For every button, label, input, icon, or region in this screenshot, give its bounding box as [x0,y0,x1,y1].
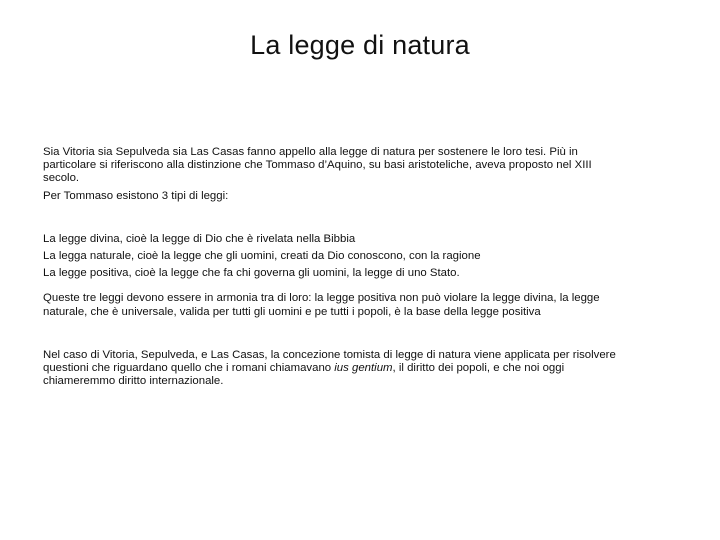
slide-title: La legge di natura [250,30,470,60]
conclusion-line: chiameremmo diritto internazionale. [43,375,224,388]
intro-paragraph [43,146,679,203]
conclusion-text: questioni che riguardano quello che i romani chiamavano [43,362,335,375]
harmony-line: naturale, che è universale, valida per tutti gli uomini e pe tutti i popoli, è la base della legge positiva [43,305,541,318]
law-item-natural: La legga naturale, cioè la legge che gli uomini, creati da Dio conoscono, con la ragione [43,250,481,263]
harmony-line: Queste tre leggi devono essere in armonia tra di loro: la legge positiva non può violare la legge divina, la legge [43,292,600,305]
intro-types-line: Per Tommaso esistono 3 tipi di leggi: [43,189,229,202]
intro-line: secolo. [43,172,80,185]
conclusion-paragraph [43,349,679,389]
conclusion-line [43,362,679,375]
intro-line: Sia Vitoria sia Sepulveda sia Las Casas fanno appello alla legge di natura per sostenere le loro tesi. Più in [43,146,578,158]
slide-body [43,146,679,388]
law-item-divine: La legge divina, cioè la legge di Dio che è rivelata nella Bibbia [43,232,356,245]
laws-list [43,233,679,281]
intro-line: particolare si riferiscono alla distinzione che Tommaso d’Aquino, su basi aristoteliche, aveva proposto nel XIII [43,159,592,172]
law-item-positive: La legge positiva, cioè la legge che fa chi governa gli uomini, la legge di uno Stato. [43,267,460,280]
harmony-paragraph [43,292,679,318]
conclusion-text: , il diritto dei popoli, e che noi oggi [392,362,565,375]
conclusion-line: Nel caso di Vitoria, Sepulveda, e Las Casas, la concezione tomista di legge di natura viene applicata per risolvere [43,348,616,361]
ius-gentium-term: ius gentium [334,362,393,375]
